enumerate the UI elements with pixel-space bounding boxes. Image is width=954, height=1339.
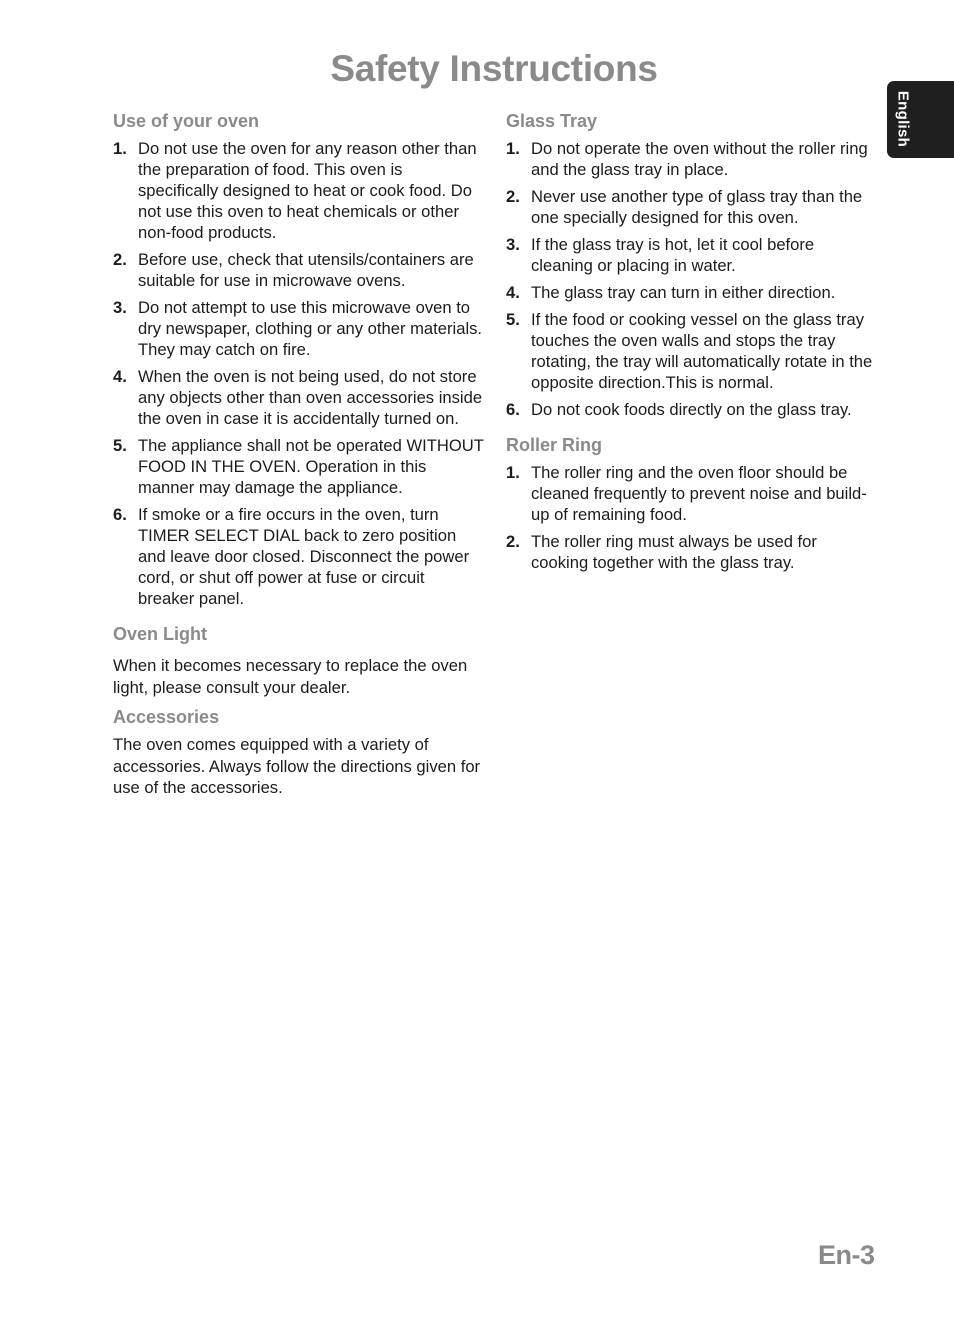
section-heading-roller-ring: Roller Ring [506,435,603,455]
roller-ring-list [506,462,878,573]
section-heading-accessories: Accessories [113,707,220,727]
item-text: The roller ring must always be used for cooking together with the glass tray. [531,532,817,572]
list-item [506,138,878,180]
item-number: 4. [506,283,520,302]
item-number: 5. [113,436,127,455]
section-heading-use-of-oven: Use of your oven [113,111,260,131]
accessories-paragraph: The oven comes equipped with a variety of accessories. Always follow the directions given for use of the accessories. [113,735,481,797]
list-item [113,504,485,609]
item-number: 2. [506,532,520,551]
list-item [506,531,878,573]
language-tab-label: English [894,90,912,148]
list-item [506,399,878,420]
item-text: If the food or cooking vessel on the glass tray touches the oven walls and stops the tray rotating, the tray will automatically rotate in the opposite direction.This is normal. [531,310,873,392]
list-item [113,138,485,243]
list-item [506,282,878,303]
item-number: 6. [506,400,520,419]
glass-tray-list [506,138,878,420]
use-of-oven-list [113,138,485,609]
item-number: 2. [113,250,127,269]
item-text: Do not attempt to use this microwave oven to dry newspaper, clothing or any other materials. They may catch on fire. [138,298,483,359]
left-column [113,110,485,799]
item-text: The roller ring and the oven floor should be cleaned frequently to prevent noise and build-up of remaining food. [531,463,867,524]
list-item [506,309,878,393]
item-text: The appliance shall not be operated WITHOUT FOOD IN THE OVEN. Operation in this manner may damage the appliance. [138,436,484,497]
page-title: Safety Instructions [330,48,658,89]
list-item [113,297,485,360]
item-text: Do not cook foods directly on the glass tray. [531,400,852,419]
item-text: Do not use the oven for any reason other than the preparation of food. This oven is specifically designed to heat or cook food. Do not use this oven to heat chemicals or other non-food products. [138,139,477,242]
item-text: Never use another type of glass tray than the one specially designed for this oven. [531,187,863,227]
item-text: Do not operate the oven without the roller ring and the glass tray in place. [531,139,868,179]
list-item [113,435,485,498]
list-item [506,462,878,525]
item-number: 2. [506,187,520,206]
item-number: 6. [113,505,127,524]
item-number: 1. [506,139,520,158]
list-item [113,366,485,429]
item-number: 3. [113,298,127,317]
right-column [506,110,878,579]
item-text: Before use, check that utensils/containers are suitable for use in microwave ovens. [138,250,474,290]
oven-light-paragraph: When it becomes necessary to replace the oven light, please consult your dealer. [113,656,468,697]
section-heading-oven-light: Oven Light [113,624,207,644]
item-number: 1. [506,463,520,482]
item-number: 4. [113,367,127,386]
list-item [113,249,485,291]
item-number: 1. [113,139,127,158]
section-heading-glass-tray: Glass Tray [506,111,598,131]
page-number: En-3 [818,1240,875,1270]
item-number: 3. [506,235,520,254]
item-text: If the glass tray is hot, let it cool before cleaning or placing in water. [531,235,815,275]
item-number: 5. [506,310,520,329]
item-text: If smoke or a fire occurs in the oven, turn TIMER SELECT DIAL back to zero position and leave door closed. Disconnect the power cord, or shut off power at fuse or circuit breaker panel. [138,505,470,608]
list-item [506,186,878,228]
item-text: The glass tray can turn in either direction. [531,283,836,302]
item-text: When the oven is not being used, do not store any objects other than oven accessories inside the oven in case it is accidentally turned on. [138,367,483,428]
list-item [506,234,878,276]
